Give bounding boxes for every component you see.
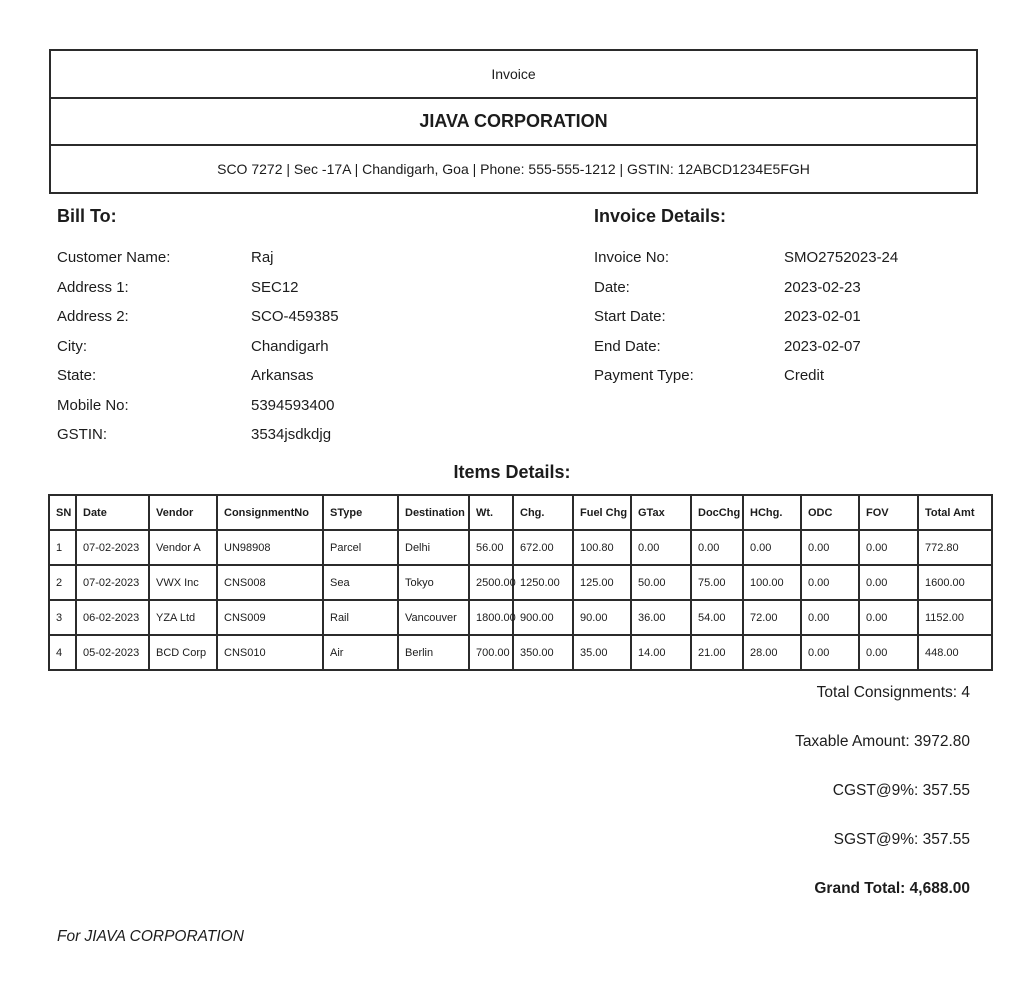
col-header-totalamt: Total Amt — [918, 495, 992, 530]
items-cell: 448.00 — [918, 635, 992, 670]
items-cell: 05-02-2023 — [76, 635, 149, 670]
col-header-wt: Wt. — [469, 495, 513, 530]
items-cell: 06-02-2023 — [76, 600, 149, 635]
items-cell: 54.00 — [691, 600, 743, 635]
col-header-sn: SN — [49, 495, 76, 530]
field-label: Payment Type: — [594, 367, 694, 385]
bill-to-title: Bill To: — [57, 206, 117, 226]
items-cell: 50.00 — [631, 565, 691, 600]
items-cell: CNS008 — [217, 565, 323, 600]
items-cell: UN98908 — [217, 530, 323, 565]
items-cell: Air — [323, 635, 398, 670]
items-cell: 0.00 — [801, 530, 859, 565]
field-value: 2023-02-07 — [784, 337, 861, 355]
field-address-1 — [57, 273, 557, 303]
col-header-chg: Chg. — [513, 495, 573, 530]
items-cell: 1 — [49, 530, 76, 565]
col-header-hchg: HChg. — [743, 495, 801, 530]
field-label: Address 2: — [57, 308, 129, 326]
items-cell: 3 — [49, 600, 76, 635]
invoice-header-box — [49, 49, 978, 194]
items-cell: 0.00 — [631, 530, 691, 565]
items-cell: 35.00 — [573, 635, 631, 670]
field-label: Invoice No: — [594, 249, 670, 267]
items-cell: 14.00 — [631, 635, 691, 670]
field-mobile-no — [57, 391, 557, 421]
col-header-fuelchg: Fuel Chg — [573, 495, 631, 530]
table-row — [49, 600, 992, 635]
items-cell: 350.00 — [513, 635, 573, 670]
items-cell: 0.00 — [691, 530, 743, 565]
items-cell: 1800.00 — [469, 600, 513, 635]
total-consignments: Total Consignments: 4 — [816, 683, 970, 701]
items-cell: 772.80 — [918, 530, 992, 565]
items-cell: 0.00 — [801, 600, 859, 635]
items-cell: 1250.00 — [513, 565, 573, 600]
field-value: Credit — [784, 367, 825, 385]
items-cell: 75.00 — [691, 565, 743, 600]
field-customer-name — [57, 243, 557, 273]
col-header-consignmentno: ConsignmentNo — [217, 495, 323, 530]
field-address-2 — [57, 302, 557, 332]
items-cell: 100.00 — [743, 565, 801, 600]
table-row — [49, 565, 992, 600]
table-row — [49, 635, 992, 670]
col-header-date: Date — [76, 495, 149, 530]
totals-section — [795, 668, 970, 913]
items-cell: 0.00 — [801, 635, 859, 670]
grand-total: Grand Total: 4,688.00 — [814, 879, 970, 897]
items-cell: VWX Inc — [149, 565, 217, 600]
field-label: Mobile No: — [57, 396, 129, 414]
sgst-amount: SGST@9%: 357.55 — [833, 830, 970, 848]
items-cell: CNS009 — [217, 600, 323, 635]
items-cell: Rail — [323, 600, 398, 635]
items-cell: 672.00 — [513, 530, 573, 565]
items-cell: CNS010 — [217, 635, 323, 670]
items-cell: 700.00 — [469, 635, 513, 670]
items-cell: 0.00 — [743, 530, 801, 565]
items-cell: 72.00 — [743, 600, 801, 635]
items-cell: YZA Ltd — [149, 600, 217, 635]
field-label: GSTIN: — [57, 426, 108, 444]
items-cell: 07-02-2023 — [76, 530, 149, 565]
field-date — [594, 273, 986, 303]
items-cell: 07-02-2023 — [76, 565, 149, 600]
field-value: SEC12 — [251, 278, 299, 296]
company-address: SCO 7272 | Sec -17A | Chandigarh, Goa | Phone: 555-555-1212 | GSTIN: 12ABCD1234E5FGH — [51, 144, 976, 192]
field-label: Date: — [594, 278, 630, 296]
items-cell: 0.00 — [859, 530, 918, 565]
items-cell: 21.00 — [691, 635, 743, 670]
col-header-odc: ODC — [801, 495, 859, 530]
items-cell: 36.00 — [631, 600, 691, 635]
items-cell: Vendor A — [149, 530, 217, 565]
taxable-amount: Taxable Amount: 3972.80 — [795, 732, 970, 750]
table-row — [49, 530, 992, 565]
field-label: Address 1: — [57, 278, 129, 296]
field-value: Arkansas — [251, 367, 314, 385]
invoice-details-section — [594, 202, 986, 391]
items-cell: 1600.00 — [918, 565, 992, 600]
field-value: 2023-02-01 — [784, 308, 861, 326]
col-header-fov: FOV — [859, 495, 918, 530]
field-value: 5394593400 — [251, 396, 335, 414]
items-cell: BCD Corp — [149, 635, 217, 670]
table-header-row — [49, 495, 992, 530]
items-cell: 4 — [49, 635, 76, 670]
field-payment-type — [594, 361, 986, 391]
field-value: SMO2752023-24 — [784, 249, 899, 267]
field-value: Raj — [251, 249, 274, 267]
field-label: State: — [57, 367, 97, 385]
items-cell: 2500.00 — [469, 565, 513, 600]
col-header-stype: SType — [323, 495, 398, 530]
col-header-gtax: GTax — [631, 495, 691, 530]
field-gstin — [57, 420, 557, 450]
field-end-date — [594, 332, 986, 362]
items-cell: 90.00 — [573, 600, 631, 635]
field-value: SCO-459385 — [251, 308, 339, 326]
col-header-destination: Destination — [398, 495, 469, 530]
items-cell: Tokyo — [398, 565, 469, 600]
field-state — [57, 361, 557, 391]
signature-line: For JIAVA CORPORATION — [57, 928, 244, 945]
items-cell: 100.80 — [573, 530, 631, 565]
field-label: City: — [57, 337, 87, 355]
items-cell: Vancouver — [398, 600, 469, 635]
company-name: JIAVA CORPORATION — [51, 97, 976, 145]
items-cell: Delhi — [398, 530, 469, 565]
items-cell: 0.00 — [801, 565, 859, 600]
items-title: Items Details: — [453, 462, 571, 482]
items-cell: Sea — [323, 565, 398, 600]
items-cell: 28.00 — [743, 635, 801, 670]
invoice-details-title: Invoice Details: — [594, 206, 727, 226]
items-cell: 0.00 — [859, 635, 918, 670]
bill-to-section — [57, 202, 557, 450]
items-cell: Parcel — [323, 530, 398, 565]
items-cell: 0.00 — [859, 600, 918, 635]
items-table — [48, 494, 993, 671]
field-label: End Date: — [594, 337, 661, 355]
col-header-vendor: Vendor — [149, 495, 217, 530]
field-label: Customer Name: — [57, 249, 171, 267]
items-cell: 56.00 — [469, 530, 513, 565]
col-header-docchg: DocChg — [691, 495, 743, 530]
field-value: Chandigarh — [251, 337, 329, 355]
field-city — [57, 332, 557, 362]
field-label: Start Date: — [594, 308, 666, 326]
field-value: 2023-02-23 — [784, 278, 861, 296]
cgst-amount: CGST@9%: 357.55 — [832, 781, 970, 799]
items-cell: 900.00 — [513, 600, 573, 635]
field-invoice-no — [594, 243, 986, 273]
items-cell: 1152.00 — [918, 600, 992, 635]
field-value: 3534jsdkdjg — [251, 426, 332, 444]
items-cell: 0.00 — [859, 565, 918, 600]
field-start-date — [594, 302, 986, 332]
items-cell: Berlin — [398, 635, 469, 670]
doc-title: Invoice — [491, 65, 536, 82]
items-cell: 2 — [49, 565, 76, 600]
items-cell: 125.00 — [573, 565, 631, 600]
